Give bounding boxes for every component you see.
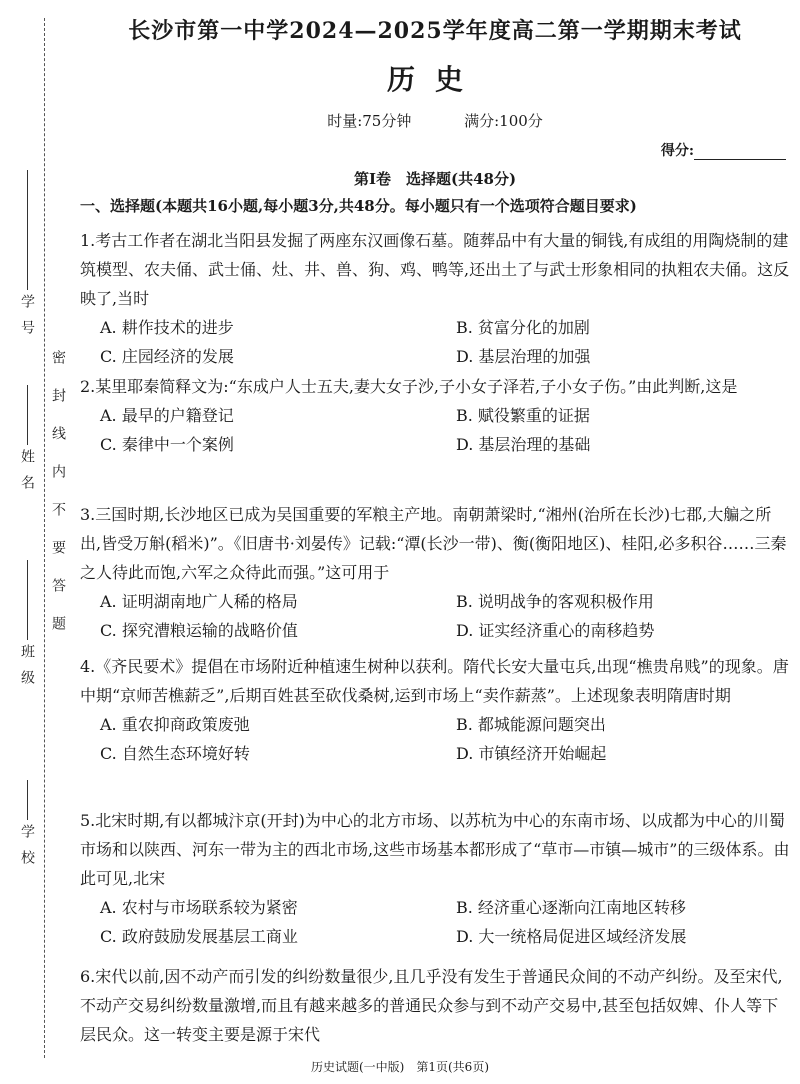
- question-5: [80, 806, 792, 951]
- option-d[interactable]: D. 市镇经济开始崛起: [456, 744, 607, 763]
- student-name-field[interactable]: [18, 385, 36, 501]
- student-number-label: 学号: [19, 294, 35, 346]
- question-stem: 5.北宋时期,有以都城汴京(开封)为中心的北方市场、以苏杭为中心的东南市场、以成都为中心的川蜀市场和以陕西、河东一带为主的西北市场,这些市场基本都形成了“草市—市镇—城市”的三级体系。由此可见,北宋: [80, 811, 790, 888]
- student-number-field[interactable]: [18, 170, 36, 346]
- student-name-blank[interactable]: [27, 385, 28, 445]
- question-options: [80, 401, 792, 459]
- exam-time: 时量:75分钟: [327, 112, 412, 130]
- score-blank[interactable]: [694, 145, 786, 160]
- option-b[interactable]: B. 经济重心逐渐向江南地区转移: [456, 898, 686, 917]
- question-3: [80, 500, 792, 645]
- question-stem: 3.三国时期,长沙地区已成为吴国重要的军粮主产地。南朝萧梁时,“湘州(治所在长沙)七郡,大艑之所出,皆受万斛(稻米)”。《旧唐书·刘晏传》记载:“潭(长沙一带)、衡(衡阳地区)、桂阳,必多积谷……三秦之人待此而饱,六军之众待此而强。”这可用于: [80, 505, 787, 582]
- option-a[interactable]: A. 农村与市场联系较为紧密: [100, 898, 298, 917]
- subject-title: 历史: [386, 63, 483, 96]
- question-options: [80, 587, 792, 645]
- option-a[interactable]: A. 最早的户籍登记: [100, 406, 234, 425]
- exam-full-score: 满分:100分: [464, 112, 543, 130]
- seal-dashed-line: [44, 18, 45, 1058]
- option-d[interactable]: D. 基层治理的基础: [456, 435, 591, 454]
- class-label: 班级: [19, 644, 35, 696]
- school-blank[interactable]: [27, 780, 28, 820]
- class-field[interactable]: [18, 560, 36, 696]
- option-c[interactable]: C. 政府鼓励发展基层工商业: [100, 927, 298, 946]
- seal-warning-text: 密封线内不要答题: [50, 350, 66, 654]
- section-title: 第Ⅰ卷 选择题(共48分): [353, 170, 517, 188]
- part-title: 一、选择题(本题共16小题,每小题3分,共48分。每小题只有一个选项符合题目要求): [80, 197, 637, 215]
- option-d[interactable]: D. 证实经济重心的南移趋势: [456, 621, 655, 640]
- question-2: [80, 372, 792, 459]
- option-b[interactable]: B. 说明战争的客观积极作用: [456, 592, 654, 611]
- option-b[interactable]: B. 贫富分化的加剧: [456, 318, 590, 337]
- student-number-blank[interactable]: [27, 170, 28, 290]
- option-b[interactable]: B. 赋役繁重的证据: [456, 406, 590, 425]
- option-a[interactable]: A. 重农抑商政策废弛: [100, 715, 250, 734]
- option-b[interactable]: B. 都城能源问题突出: [456, 715, 606, 734]
- exam-title: 长沙市第一中学2024—2025学年度高二第一学期期末考试: [128, 18, 742, 44]
- page-footer: 历史试题(一中版) 第1页(共6页): [311, 1060, 489, 1074]
- score-field[interactable]: [661, 140, 786, 160]
- school-field[interactable]: [18, 780, 36, 876]
- seal-sidebar: [0, 0, 70, 1084]
- question-4: [80, 652, 792, 768]
- option-c[interactable]: C. 探究漕粮运输的战略价值: [100, 621, 298, 640]
- option-a[interactable]: A. 耕作技术的进步: [100, 318, 234, 337]
- school-label: 学校: [19, 824, 35, 876]
- question-stem: 2.某里耶秦简释文为:“东成户人士五夫,妻大女子沙,子小女子泽若,子小女子伤。”由此判断,这是: [80, 377, 738, 396]
- option-c[interactable]: C. 自然生态环境好转: [100, 744, 250, 763]
- option-d[interactable]: D. 基层治理的加强: [456, 347, 591, 366]
- question-1: [80, 226, 792, 371]
- score-label: 得分:: [660, 143, 694, 159]
- question-6: [80, 962, 792, 1049]
- question-stem: 1.考古工作者在湖北当阳县发掘了两座东汉画像石墓。随葬品中有大量的铜钱,有成组的用陶烧制的建筑模型、农夫俑、武士俑、灶、井、兽、狗、鸡、鸭等,还出土了与武士形象相同的执粗农夫俑。这反映了,当时: [80, 231, 790, 308]
- question-options: [80, 893, 792, 951]
- option-d[interactable]: D. 大一统格局促进区域经济发展: [456, 927, 687, 946]
- student-name-label: 姓名: [19, 449, 35, 501]
- question-options: [80, 710, 792, 768]
- option-a[interactable]: A. 证明湖南地广人稀的格局: [100, 592, 298, 611]
- question-stem: 4.《齐民要术》提倡在市场附近种植速生树种以获利。隋代长安大量屯兵,出现“樵贵帛贱”的现象。唐中期“京师苦樵薪乏”,后期百姓甚至砍伐桑树,运到市场上“卖作薪蒸”。上述现象表明隋唐时期: [80, 657, 789, 705]
- class-blank[interactable]: [27, 560, 28, 640]
- option-c[interactable]: C. 秦律中一个案例: [100, 435, 234, 454]
- question-stem: 6.宋代以前,因不动产而引发的纠纷数量很少,且几乎没有发生于普通民众间的不动产纠纷。及至宋代,不动产交易纠纷数量激增,而且有越来越多的普通民众参与到不动产交易中,甚至包括奴婢、仆人等下层民众。这一转变主要是源于宋代: [80, 967, 783, 1044]
- exam-meta: [80, 110, 790, 131]
- option-c[interactable]: C. 庄园经济的发展: [100, 347, 234, 366]
- question-options: [80, 313, 792, 371]
